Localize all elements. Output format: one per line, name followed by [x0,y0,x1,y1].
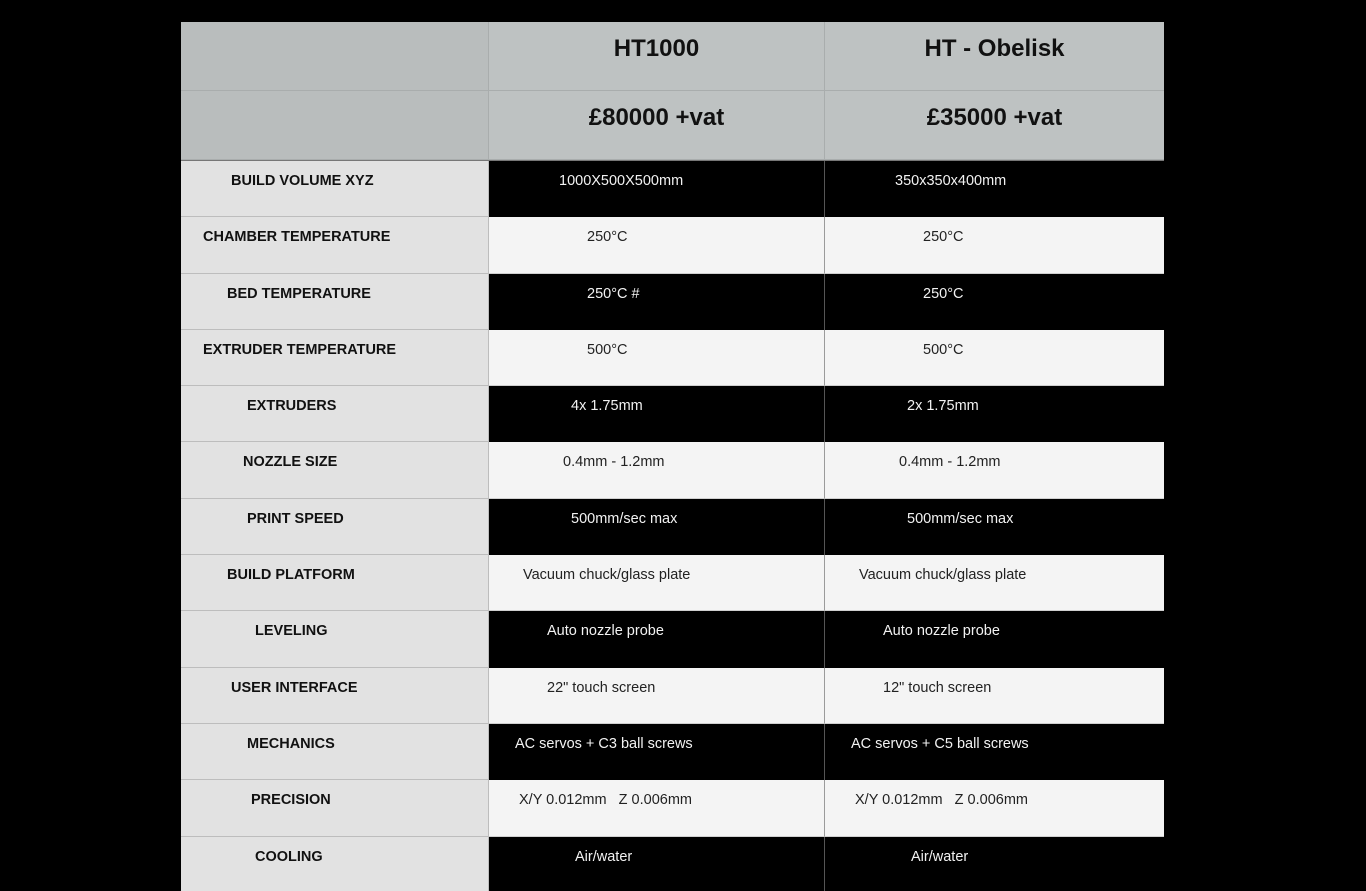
spec-label: BED TEMPERATURE [227,285,371,302]
price-row [181,91,1164,161]
spec-label: EXTRUDERS [247,398,337,415]
spec-row [181,780,1164,836]
spec-value-ht1000: 500°C [587,341,628,358]
spec-label-cell [181,668,489,724]
spec-label: BUILD VOLUME XYZ [231,173,374,189]
price-cell [825,91,1164,160]
price-cell [489,91,825,160]
spec-label-cell [181,274,489,330]
spec-row [181,668,1164,724]
spec-value-cell [825,386,1164,442]
spec-value-cell [825,611,1164,667]
spec-value-cell [825,274,1164,330]
corner-cell [181,22,489,91]
spec-value-ht1000: Auto nozzle probe [547,623,664,640]
spec-value-cell [489,161,825,217]
spec-label: NOZZLE SIZE [243,454,338,471]
spec-label-cell [181,724,489,780]
spec-label: EXTRUDER TEMPERATURE [203,341,397,358]
spec-value-ht1000: Air/water [575,848,633,865]
spec-label: PRECISION [251,792,331,809]
corner-cell [181,91,489,160]
spec-row [181,161,1164,217]
spec-value-cell [489,330,825,386]
spec-value-cell [825,499,1164,555]
spec-value-cell [825,330,1164,386]
spec-value-obelisk: X/Y 0.012mm Z 0.006mm [855,792,1028,809]
product-name-obelisk: HT - Obelisk [924,35,1065,62]
spec-value-cell [825,837,1164,891]
spec-row [181,555,1164,611]
spec-value-cell [825,161,1164,217]
spec-row [181,386,1164,442]
spec-label: COOLING [255,848,323,865]
spec-value-obelisk: 500°C [923,341,964,358]
spec-value-obelisk: 250°C [923,229,964,246]
spec-value-cell [825,780,1164,836]
product-name-cell [825,22,1164,91]
spec-value-cell [489,611,825,667]
spec-value-ht1000: 1000X500X500mm [559,173,684,189]
spec-value-ht1000: 250°C [587,229,628,246]
spec-value-cell [825,668,1164,724]
spec-row [181,611,1164,667]
spec-value-obelisk: Air/water [911,848,969,865]
spec-rows [181,161,1164,891]
spec-row [181,217,1164,273]
product-name-ht1000: HT1000 [613,35,700,62]
spec-value-cell [489,274,825,330]
spec-label-cell [181,217,489,273]
spec-value-obelisk: 0.4mm - 1.2mm [899,454,1001,471]
spec-value-obelisk: 12" touch screen [883,679,992,696]
spec-value-cell [489,386,825,442]
spec-label: USER INTERFACE [231,679,358,696]
spec-value-cell [489,668,825,724]
spec-value-cell [489,442,825,498]
spec-value-ht1000: Vacuum chuck/glass plate [523,567,691,584]
spec-value-cell [489,217,825,273]
spec-comparison-table [181,22,1164,891]
spec-value-cell [825,724,1164,780]
spec-label: LEVELING [255,623,328,640]
spec-value-ht1000: X/Y 0.012mm Z 0.006mm [519,792,692,809]
spec-value-ht1000: 0.4mm - 1.2mm [563,454,665,471]
price-obelisk: £35000 +vat [926,104,1063,131]
spec-value-ht1000: 4x 1.75mm [571,398,643,415]
spec-value-obelisk: 500mm/sec max [907,510,1014,527]
spec-value-ht1000: AC servos + C3 ball screws [515,735,693,752]
spec-label-cell [181,555,489,611]
spec-value-obelisk: 350x350x400mm [895,173,1007,189]
spec-row [181,442,1164,498]
spec-value-ht1000: 22" touch screen [547,679,656,696]
spec-label-cell [181,780,489,836]
spec-row [181,837,1164,891]
product-name-row [181,22,1164,91]
price-ht1000: £80000 +vat [588,104,725,131]
spec-value-cell [489,499,825,555]
spec-label-cell [181,386,489,442]
spec-value-cell [825,442,1164,498]
spec-label-cell [181,611,489,667]
spec-label: CHAMBER TEMPERATURE [203,229,391,246]
spec-row [181,274,1164,330]
spec-value-ht1000: 250°C # [587,285,640,302]
spec-label-cell [181,330,489,386]
spec-value-cell [489,837,825,891]
spec-value-obelisk: Vacuum chuck/glass plate [859,567,1027,584]
spec-label-cell [181,837,489,891]
spec-value-cell [489,724,825,780]
spec-value-cell [489,555,825,611]
spec-value-obelisk: Auto nozzle probe [883,623,1000,640]
spec-value-ht1000: 500mm/sec max [571,510,678,527]
spec-value-cell [825,217,1164,273]
product-name-cell [489,22,825,91]
spec-label: PRINT SPEED [247,510,344,527]
spec-value-obelisk: 250°C [923,285,964,302]
spec-value-obelisk: AC servos + C5 ball screws [851,735,1029,752]
spec-row [181,330,1164,386]
spec-label-cell [181,499,489,555]
spec-label-cell [181,442,489,498]
spec-label: MECHANICS [247,735,335,752]
spec-value-cell [825,555,1164,611]
spec-row [181,724,1164,780]
spec-value-cell [489,780,825,836]
spec-label: BUILD PLATFORM [227,567,355,584]
spec-row [181,499,1164,555]
spec-value-obelisk: 2x 1.75mm [907,398,979,415]
spec-label-cell [181,161,489,217]
